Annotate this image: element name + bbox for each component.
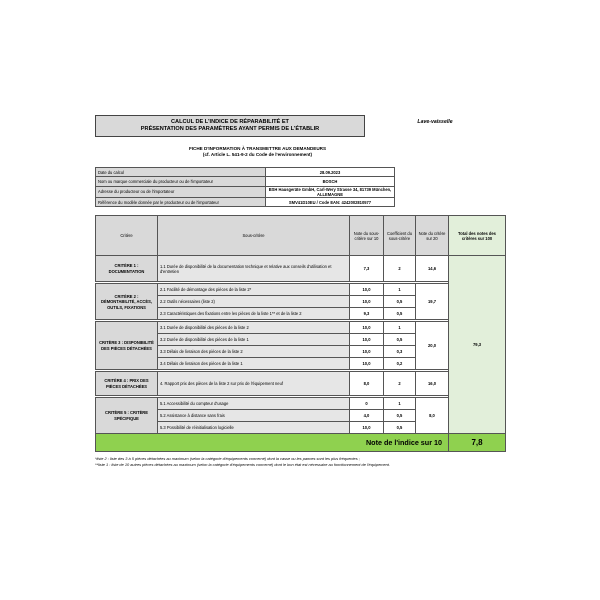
subcriterion-label: 3.1 Durée de disponibilité des pièces de la liste 2	[158, 322, 350, 334]
fiche-line-1: FICHE D'INFORMATION À TRANSMETTRE AUX DEMANDEURS	[188, 146, 327, 151]
subcriterion-label: 4. Rapport prix des pièces de la liste 2 sur prix de l'équipement neuf	[158, 372, 350, 396]
info-row	[96, 167, 395, 177]
fiche-heading	[150, 146, 365, 159]
subcriterion-note: 10,0	[350, 322, 384, 334]
col-coefficient: Coefficient du sous-critère	[384, 216, 416, 256]
subcriterion-label: 5.3 Possibilité de réinitialisation logicielle	[158, 422, 350, 434]
subcriterion-coef: 1	[384, 398, 416, 410]
header	[95, 115, 505, 137]
info-label: Référence du modèle donnée par le producteur ou de l'importateur	[96, 197, 266, 207]
title-line-2: PRÉSENTATION DES PARAMÈTRES AYANT PERMIS DE L'ÉTABLIR	[140, 126, 320, 132]
subcriterion-label: 5.2 Assistance à distance sans frais	[158, 410, 350, 422]
col-sous-critere: Sous-critère	[158, 216, 350, 256]
info-row	[96, 177, 395, 187]
subcriterion-coef: 1	[384, 284, 416, 296]
title-line-1: CALCUL DE L'INDICE DE RÉPARABILITÉ ET	[171, 119, 289, 126]
subcriterion-note: 10,0	[350, 346, 384, 358]
subcriterion-label: 3.4 Délais de livraison des pièces de la liste 1	[158, 358, 350, 370]
info-table	[95, 167, 395, 208]
fiche-line-2: (cf. Article L. 541-9-2 du Code de l'environnement)	[202, 152, 313, 158]
criterion-score: 20,0	[416, 322, 449, 370]
criteria-header-row	[96, 216, 506, 256]
subcriterion-coef: 0,5	[384, 296, 416, 308]
subcriterion-label: 1.1 Durée de disponibilité de la documentation technique et relative aux conseils d'utilisation et d'entretien	[158, 256, 350, 282]
col-critere: Critère	[96, 216, 158, 256]
subcriterion-coef: 0,5	[384, 410, 416, 422]
info-label: Nom ou marque commerciale du producteur ou de l'importateur	[96, 177, 266, 187]
sheet-title	[95, 115, 365, 137]
info-value: BSH Hausgeräte GmbH, Carl-Wery Strasse 34, 81739 München, ALLEMAGNE	[266, 186, 395, 197]
subcriterion-label: 3.3 Délais de livraison des pièces de la liste 2	[158, 346, 350, 358]
repairability-sheet	[95, 115, 505, 467]
subcriterion-coef: 1	[384, 322, 416, 334]
footnote-liste-1: **liste 1 : liste de 10 autres pièces détachées au maximum (selon la catégorie d'équipements concerné) dont le bon état est nécessaire au fonctionnement de l'équipement.	[95, 461, 390, 467]
info-value: 28.09.2023	[266, 167, 395, 177]
table-row	[96, 322, 506, 334]
subcriterion-note: 8,0	[350, 372, 384, 396]
subcriterion-note: 0	[350, 398, 384, 410]
info-row	[96, 197, 395, 207]
criterion-name: CRITÈRE 1 : DOCUMENTATION	[96, 256, 158, 282]
criterion-score: 16,0	[416, 372, 449, 396]
subcriterion-note: 10,0	[350, 296, 384, 308]
criterion-name: CRITÈRE 2 : DÉMONTABILITÉ, ACCÈS, OUTILS, FIXATIONS	[96, 284, 158, 320]
subcriterion-coef: 0,5	[384, 422, 416, 434]
criterion-name: CRITÈRE 3 : DISPONIBILITÉ DES PIÈCES DÉTACHÉES	[96, 322, 158, 370]
info-label: Date du calcul	[96, 167, 266, 177]
subcriterion-note: 7,3	[350, 256, 384, 282]
col-note-critere: Note du critère sur 20	[416, 216, 449, 256]
subcriterion-note: 10,0	[350, 358, 384, 370]
table-row	[96, 284, 506, 296]
info-value: SMV41D10EU / Code EAN: 4242002810577	[266, 197, 395, 207]
subcriterion-coef: 2	[384, 256, 416, 282]
subcriterion-coef: 0,5	[384, 334, 416, 346]
final-score-value: 7,8	[449, 434, 506, 452]
criterion-name: CRITÈRE 4 : PRIX DES PIÈCES DÉTACHÉES	[96, 372, 158, 396]
footnote-liste-2: *liste 2 : liste des 3 à 5 pièces détachées au maximum (selon la catégorie d'équipements concerné) dont la casse ou les pannes sont les plus fréquentes ;	[95, 456, 360, 462]
col-note-sous-critere: Note du sous-critère sur 10	[350, 216, 384, 256]
footnotes	[95, 456, 505, 467]
final-score-row	[96, 434, 506, 452]
final-score-label: Note de l'indice sur 10	[96, 434, 449, 452]
subcriterion-coef: 0,2	[384, 358, 416, 370]
criterion-score: 14,6	[416, 256, 449, 282]
subcriterion-note: 9,3	[350, 308, 384, 320]
col-total: Total des notes des critères sur 100	[449, 216, 506, 256]
product-type: Lave-vaisselle	[417, 119, 453, 125]
info-row	[96, 186, 395, 197]
subcriterion-label: 5.1 Accessibilité du compteur d'usage	[158, 398, 350, 410]
table-row	[96, 256, 506, 282]
subcriterion-coef: 0,5	[384, 308, 416, 320]
subcriterion-label: 2.2 Outils nécessaires (liste 2)	[158, 296, 350, 308]
table-row	[96, 372, 506, 396]
subcriterion-label: 2.1 Facilité de démontage des pièces de la liste 2*	[158, 284, 350, 296]
subcriterion-note: 10,0	[350, 284, 384, 296]
subcriterion-coef: 0,3	[384, 346, 416, 358]
total-score: 79,3	[449, 256, 506, 434]
subcriterion-note: 10,0	[350, 422, 384, 434]
subcriterion-note: 10,0	[350, 334, 384, 346]
subcriterion-coef: 2	[384, 372, 416, 396]
subcriterion-note: 4,0	[350, 410, 384, 422]
subcriterion-label: 3.2 Durée de disponibilité des pièces de la liste 1	[158, 334, 350, 346]
criterion-name: CRITÈRE 5 : CRITÈRE SPÉCIFIQUE	[96, 398, 158, 434]
criterion-score: 19,7	[416, 284, 449, 320]
table-row	[96, 398, 506, 410]
subcriterion-label: 2.3 Caractéristiques des fixations entre les pièces de la liste 1** et de la liste 2	[158, 308, 350, 320]
info-value: BOSCH	[266, 177, 395, 187]
info-label: Adresse du producteur ou de l'importateur	[96, 186, 266, 197]
criteria-table	[95, 215, 506, 452]
criterion-score: 8,0	[416, 398, 449, 434]
